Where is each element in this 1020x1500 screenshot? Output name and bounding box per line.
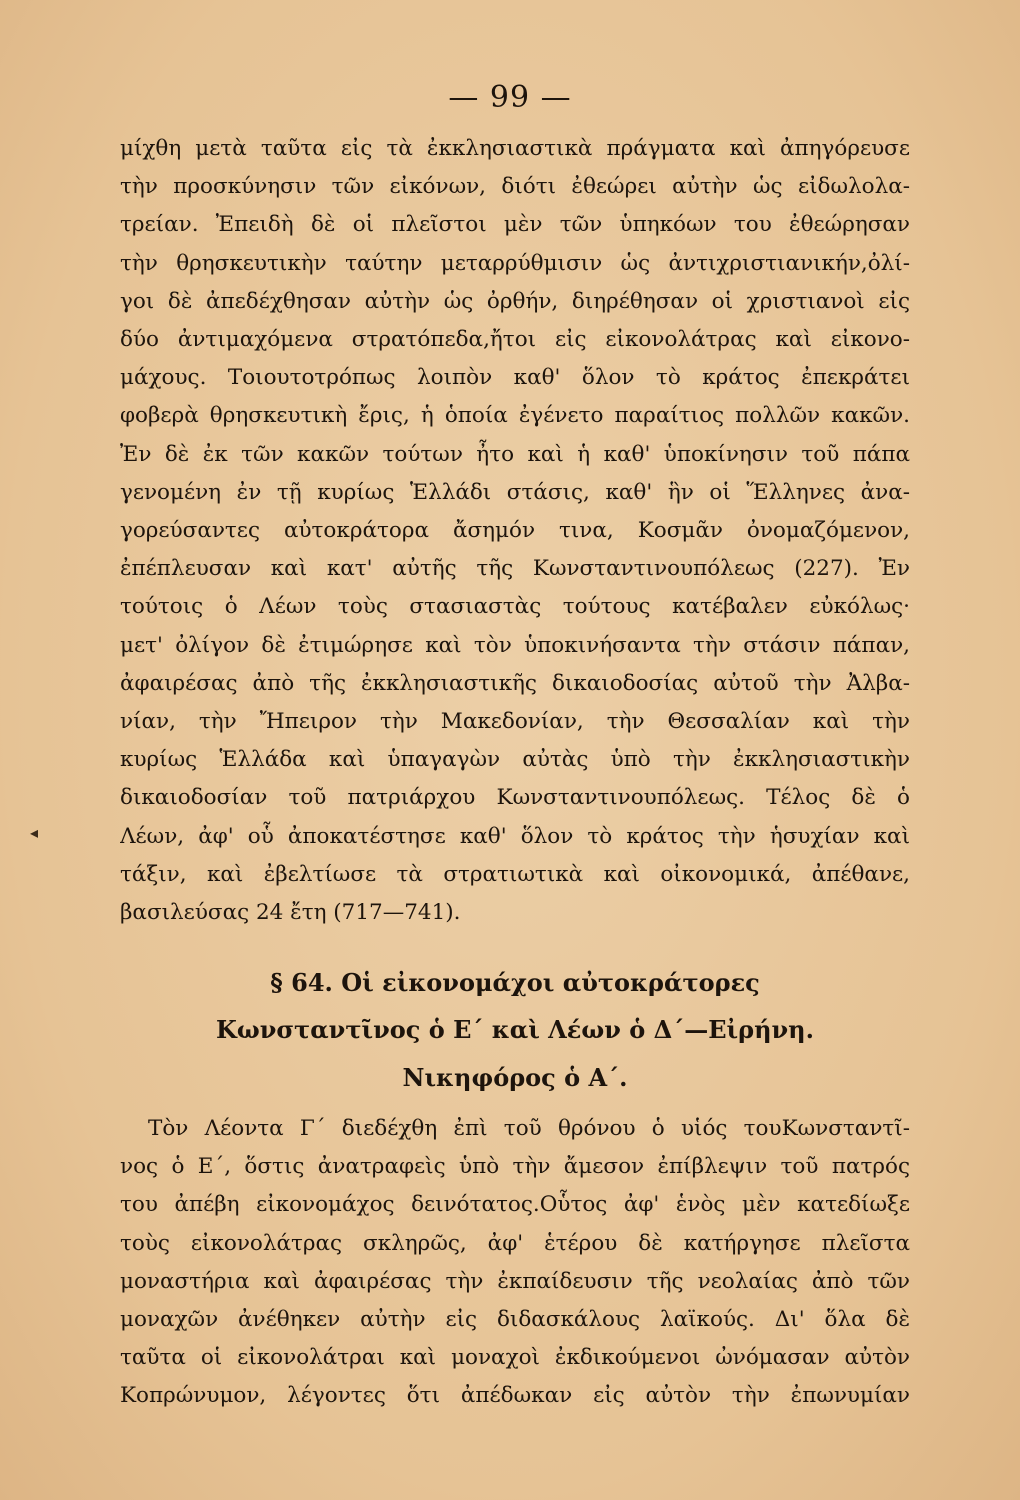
text-line: Τὸν Λέοντα Γ΄ διεδέχθη ἐπὶ τοῦ θρόνου ὁ υἱός τουΚωνσταντῖ- <box>148 1116 910 1141</box>
paragraph-1 <box>120 130 910 932</box>
text-line: φοβερὰ θρησκευτικὴ ἔρις, ἡ ὁποία ἐγένετο παραίτιος πολλῶν κακῶν. <box>120 403 910 429</box>
text-line: ἀφαιρέσας ἀπὸ τῆς ἐκκλησιαστικῆς δικαιοδοσίας αὐτοῦ τὴν Ἀλβα- <box>120 670 910 696</box>
text-line: τάξιν, καὶ ἐβελτίωσε τὰ στρατιωτικὰ καὶ οἰκονομικά, ἀπέθανε, <box>120 861 910 887</box>
text-line: γοι δὲ ἀπεδέχθησαν αὐτὴν ὡς ὀρθήν, διηρέθησαν οἱ χριστιανοὶ εἰς <box>120 288 910 314</box>
section-heading-line-3: Νικηφόρος ὁ Α΄. <box>402 1063 628 1092</box>
paragraph-2 <box>120 1110 910 1416</box>
text-line: νος ὁ Ε΄, ὅστις ἀνατραφεὶς ὑπὸ τὴν ἄμεσον ἐπίβλεψιν τοῦ πατρός <box>120 1154 910 1180</box>
section-heading-line-2: Κωνσταντῖνος ὁ Ε΄ καὶ Λέων ὁ Δ΄—Εἰρήνη. <box>216 1015 814 1044</box>
text-line: μίχθη μετὰ ταῦτα εἰς τὰ ἐκκλησιαστικὰ πράγματα καὶ ἀπηγόρευσε <box>120 136 910 161</box>
text-line: τούτοις ὁ Λέων τοὺς στασιαστὰς τούτους κατέβαλεν εὐκόλως· <box>120 594 910 620</box>
text-line: δικαιοδοσίαν τοῦ πατριάρχου Κωνσταντινουπόλεως. Τέλος δὲ ὁ <box>120 785 910 811</box>
text-line: γενομένη ἐν τῇ κυρίως Ἑλλάδι στάσις, καθ' ἣν οἱ Ἕλληνες ἀνα- <box>120 479 910 505</box>
page-number: — 99 — <box>448 80 572 115</box>
text-line: τρείαν. Ἐπειδὴ δὲ οἱ πλεῖστοι μὲν τῶν ὑπηκόων του ἐθεώρησαν <box>120 212 910 238</box>
text-line: Λέων, ἀφ' οὗ ἀποκατέστησε καθ' ὅλον τὸ κράτος τὴν ἡσυχίαν καὶ <box>120 823 910 849</box>
text-line: μοναστήρια καὶ ἀφαιρέσας τὴν ἐκπαίδευσιν τῆς νεολαίας ἀπὸ τῶν <box>120 1268 910 1294</box>
text-line: βασιλεύσας 24 ἔτη (717—741). <box>120 900 461 926</box>
text-line: ταῦτα οἱ εἰκονολάτραι καὶ μοναχοὶ ἐκδικούμενοι ὠνόμασαν αὐτὸν <box>120 1345 910 1371</box>
margin-arrow-icon: ◂ <box>30 823 39 842</box>
text-line: νίαν, τὴν Ἤπειρον τὴν Μακεδονίαν, τὴν Θεσσαλίαν καὶ τὴν <box>120 709 910 735</box>
text-line: κυρίως Ἑλλάδα καὶ ὑπαγαγὼν αὐτὰς ὑπὸ τὴν ἐκκλησιαστικὴν <box>120 747 910 773</box>
section-heading-line-1: § 64. Οἱ εἰκονομάχοι αὐτοκράτορες <box>270 968 760 997</box>
text-line: τοὺς εἰκονολάτρας σκληρῶς, ἀφ' ἑτέρου δὲ κατήργησε πλεῖστα <box>120 1230 910 1256</box>
text-line: τὴν προσκύνησιν τῶν εἰκόνων, διότι ἐθεώρει αὐτὴν ὡς εἰδωλολα- <box>120 174 910 200</box>
text-line: δύο ἀντιμαχόμενα στρατόπεδα,ἤτοι εἰς εἰκονολάτρας καὶ εἰκονο- <box>120 327 910 353</box>
text-line: Κοπρώνυμον, λέγοντες ὅτι ἀπέδωκαν εἰς αὐτὸν τὴν ἐπωνυμίαν <box>120 1383 910 1409</box>
text-line: μάχους. Τοιουτοτρόπως λοιπὸν καθ' ὅλον τὸ κράτος ἐπεκράτει <box>120 365 910 391</box>
text-line: μοναχῶν ἀνέθηκεν αὐτὴν εἰς διδασκάλους λαϊκούς. Δι' ὅλα δὲ <box>120 1307 910 1333</box>
text-line: Ἐν δὲ ἐκ τῶν κακῶν τούτων ἦτο καὶ ἡ καθ' ὑποκίνησιν τοῦ πάπα <box>120 441 910 467</box>
text-line: τὴν θρησκευτικὴν ταύτην μεταρρύθμισιν ὡς ἀντιχριστιανικήν,ὀλί- <box>120 250 910 276</box>
text-line: του ἀπέβη εἰκονομάχος δεινότατος.Οὗτος ἀφ' ἑνὸς μὲν κατεδίωξε <box>120 1192 910 1218</box>
text-line: ἐπέπλευσαν καὶ κατ' αὐτῆς τῆς Κωνσταντινουπόλεως (227). Ἐν <box>120 556 910 582</box>
text-line: μετ' ὀλίγον δὲ ἐτιμώρησε καὶ τὸν ὑποκινήσαντα τὴν στάσιν πάπαν, <box>120 632 910 658</box>
text-line: γορεύσαντες αὐτοκράτορα ἄσημόν τινα, Κοσμᾶν ὀνομαζόμενον, <box>120 518 910 544</box>
